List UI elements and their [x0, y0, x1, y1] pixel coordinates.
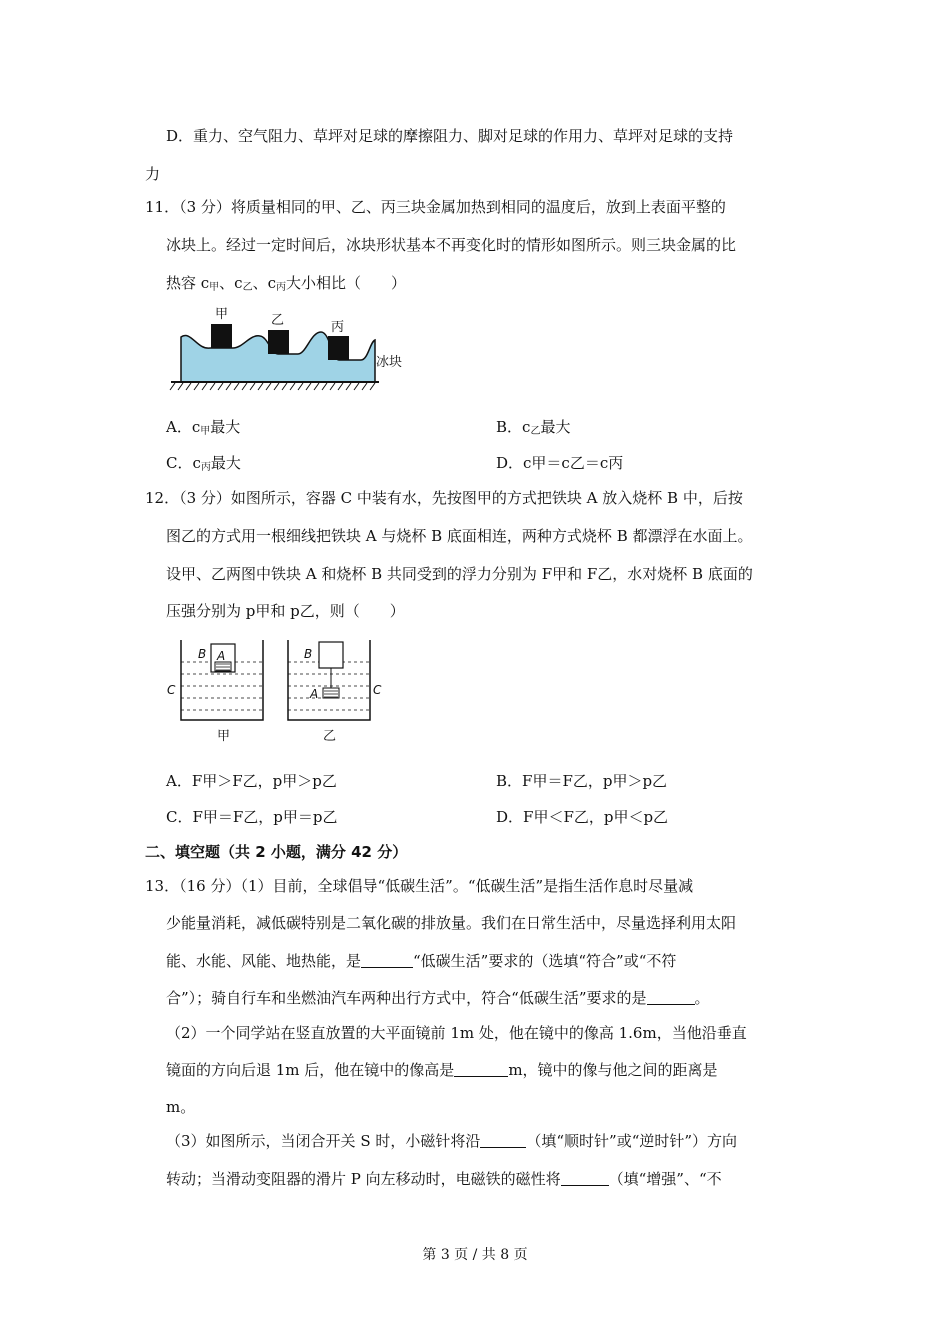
q11-option-b: B．$c_乙$最大	[496, 418, 571, 437]
answer-blank-3[interactable]	[454, 1062, 508, 1077]
q13-line5: （2）一个同学站在竖直放置的大平面镜前 1m 处，他在镜中的像高 1.6m，当他沿垂直	[166, 1024, 747, 1042]
answer-blank-5[interactable]	[561, 1171, 609, 1186]
iron-block-a-yi	[323, 688, 339, 698]
q12-option-b: B．F甲＝F乙，p甲＞p乙	[496, 772, 668, 790]
label-ice: 冰块	[376, 355, 403, 370]
metal-block-jia	[211, 324, 232, 348]
section-heading-fill-in: 二、填空题（共 2 小题，满分 42 分）	[145, 843, 408, 861]
label-c-yi: C	[373, 683, 382, 697]
answer-blank-4[interactable]	[480, 1133, 526, 1148]
q13-line2: 少能量消耗，减低碳特别是二氧化碳的排放量。我们在日常生活中，尽量选择利用太阳	[166, 914, 737, 932]
q10-option-d-line2: 力	[145, 165, 161, 183]
q13-line1: 13．（16 分）（1）目前，全球倡导“低碳生活”。“低碳生活”是指生活作息时尽量减	[145, 877, 694, 895]
q12-stem-line4: 压强分别为 p甲和 p乙，则（ ）	[166, 602, 405, 620]
q11-option-d: D．c甲＝c乙＝c丙	[496, 454, 624, 472]
q13-line4: 合”）；骑自行车和坐燃油汽车两种出行方式中，符合“低碳生活”要求的是 。	[166, 989, 710, 1007]
label-b-jia: B	[198, 647, 207, 661]
q11-stem-line3: 热容 $c_甲$、$c_乙$、$c_丙$大小相比（ ）	[166, 274, 406, 293]
q12-option-c: C．F甲＝F乙，p甲＝p乙	[166, 808, 338, 826]
q11-stem-line1: 11．（3 分）将质量相同的甲、乙、丙三块金属加热到相同的温度后，放到上表面平整的	[145, 198, 726, 216]
caption-yi: 乙	[323, 729, 337, 744]
label-c-jia: C	[167, 683, 176, 697]
label-yi: 乙	[271, 313, 285, 328]
q11-option-c: C．$c_丙$最大	[166, 454, 241, 473]
beaker-b-yi	[319, 642, 343, 668]
container-jia	[167, 640, 263, 744]
q13-line6: 镜面的方向后退 1m 后，他在镜中的像高是 m，镜中的像与他之间的距离是	[166, 1061, 718, 1079]
metal-block-bing	[328, 336, 349, 360]
answer-blank-2[interactable]	[647, 990, 695, 1005]
q12-stem-line3: 设甲、乙两图中铁块 A 和烧杯 B 共同受到的浮力分别为 F甲和 F乙，水对烧杯 B 底面的	[166, 565, 753, 583]
answer-blank-1[interactable]	[361, 953, 413, 968]
q12-stem-line2: 图乙的方式用一根细线把铁块 A 与烧杯 B 底面相连，两种方式烧杯 B 都漂浮在水面上。	[166, 527, 753, 545]
metal-block-yi	[268, 330, 289, 354]
q10-option-d-line1: D．重力、空气阻力、草坪对足球的摩擦阻力、脚对足球的作用力、草坪对足球的支持	[166, 127, 734, 145]
q13-line3: 能、水能、风能、地热能，是 “低碳生活”要求的（选填“符合”或“不符	[166, 952, 677, 970]
label-bing: 丙	[331, 320, 345, 335]
label-jia: 甲	[215, 307, 229, 322]
container-yi	[288, 640, 382, 744]
ice-block-figure	[165, 302, 415, 394]
beaker-figure	[163, 636, 393, 748]
label-a-yi: A	[310, 687, 319, 701]
q12-option-d: D．F甲＜F乙，p甲＜p乙	[496, 808, 669, 826]
q11-option-a: A．$c_甲$最大	[166, 418, 241, 437]
label-b-yi: B	[304, 647, 313, 661]
q12-stem-line1: 12．（3 分）如图所示，容器 C 中装有水，先按图甲的方式把铁块 A 放入烧杯 B 中，后按	[145, 489, 743, 507]
caption-jia: 甲	[217, 729, 231, 744]
q11-stem-line2: 冰块上。经过一定时间后，冰块形状基本不再变化时的情形如图所示。则三块金属的比	[166, 236, 737, 254]
q12-option-a: A．F甲＞F乙，p甲＞p乙	[166, 772, 337, 790]
q13-line7: m。	[166, 1098, 196, 1116]
label-a-jia: A	[217, 649, 226, 663]
page-footer: 第 3 页 / 共 8 页	[422, 1247, 528, 1263]
q13-line8: （3）如图所示，当闭合开关 S 时，小磁针将沿 （填“顺时针”或“逆时针”）方向	[166, 1132, 738, 1150]
q13-line9: 转动；当滑动变阻器的滑片 P 向左移动时，电磁铁的磁性将 （填“增强”、“不	[166, 1170, 722, 1188]
